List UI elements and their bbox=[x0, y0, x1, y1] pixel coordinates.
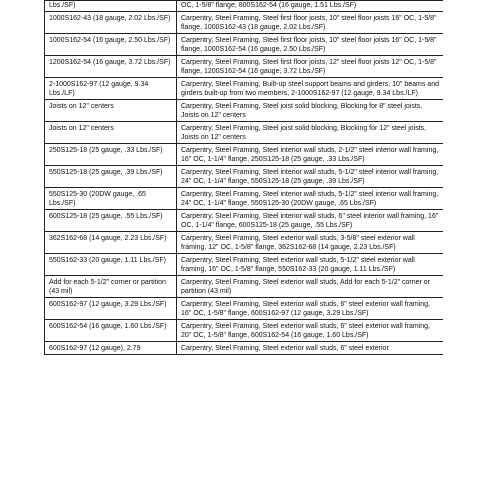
item-cell: Lbs./SF) bbox=[45, 1, 177, 12]
description-cell: Carpentry, Steel Framing, Steel joist solid blocking, Blocking for 8" steel joists, Joists on 12" centers bbox=[177, 100, 444, 122]
item-cell: Joists on 12" centers bbox=[45, 122, 177, 144]
item-cell: 550S162-33 (20 gauge, 1.11 Lbs./SF) bbox=[45, 254, 177, 276]
description-cell: Carpentry, Steel Framing, Steel interior wall studs, 2-1/2" steel interior wall framing, 16" OC, 1-1/4" flange, 250S125-18 (25 gauge, .33 Lbs./SF) bbox=[177, 144, 444, 166]
description-cell: Carpentry, Steel Framing, Steel exterior wall studs, 6" steel exterior bbox=[177, 342, 444, 355]
table-row bbox=[45, 298, 444, 320]
description-cell: Carpentry, Steel Framing, Steel interior wall studs, 5-1/2" steel interior wall framing, 24" OC, 1-1/4" flange, 550S125-18 (25 gauge, .39 Lbs./SF) bbox=[177, 166, 444, 188]
description-cell: Carpentry, Steel Framing, Steel joist solid blocking, Blocking for 12" steel joists, Joists on 12" centers bbox=[177, 122, 444, 144]
cost-table-page bbox=[44, 0, 443, 500]
description-cell: OC, 1-5/8" flange, 800S162-54 (16 gauge, 1.51 Lbs./SF) bbox=[177, 1, 444, 12]
description-cell: Carpentry, Steel Framing, Steel exterior wall studs, Add for each 5-1/2" corner or partition (43 mil) bbox=[177, 276, 444, 298]
item-cell: 600S162-97 (12 gauge, 3.29 Lbs./SF) bbox=[45, 298, 177, 320]
description-cell: Carpentry, Steel Framing, Steel first floor joists, 10" steel floor joists 16" OC, 1-5/8" flange, 1000S162-43 (18 gauge, 2.02 Lbs./SF) bbox=[177, 12, 444, 34]
table-row bbox=[45, 188, 444, 210]
item-cell: 550S125-30 (20DW gauge, .65 Lbs./SF) bbox=[45, 188, 177, 210]
item-cell: 1000S162-54 (16 gauge, 2.50 Lbs./SF) bbox=[45, 34, 177, 56]
item-cell: 1000S162-43 (18 gauge, 2.02 Lbs./SF) bbox=[45, 12, 177, 34]
description-cell: Carpentry, Steel Framing, Steel exterior wall studs, 3-5/8" steel exterior wall framing, 12" OC, 1-5/8" flange, 362S162-68 (14 gauge, 2.23 Lbs./SF) bbox=[177, 232, 444, 254]
table-row bbox=[45, 342, 444, 355]
table-row bbox=[45, 78, 444, 100]
table-row bbox=[45, 232, 444, 254]
description-cell: Carpentry, Steel Framing, Steel exterior wall studs, 6" steel exterior wall framing, 16" OC, 1-5/8" flange, 600S162-97 (12 gauge, 3.29 Lbs./SF) bbox=[177, 298, 444, 320]
table-row bbox=[45, 144, 444, 166]
table-row bbox=[45, 254, 444, 276]
table-row bbox=[45, 56, 444, 78]
table-row bbox=[45, 320, 444, 342]
table-row bbox=[45, 166, 444, 188]
table-row bbox=[45, 1, 444, 12]
item-cell: Joists on 12" centers bbox=[45, 100, 177, 122]
description-cell: Carpentry, Steel Framing, Steel exterior wall studs, 6" steel exterior wall framing, 20" OC, 1-5/8" flange, 600S162-54 (16 gauge, 1.60 Lbs./SF) bbox=[177, 320, 444, 342]
description-cell: Carpentry, Steel Framing, Steel first floor joists, 10" steel floor joists 16" OC, 1-5/8" flange, 1000S162-54 (16 gauge, 2.50 Lbs./SF) bbox=[177, 34, 444, 56]
item-cell: 250S125-18 (25 gauge, .33 Lbs./SF) bbox=[45, 144, 177, 166]
description-cell: Carpentry, Steel Framing, Steel first floor joists, 12" steel floor joists 12" OC, 1-5/8" flange, 1200S162-54 (16 gauge, 3.72 Lbs./SF) bbox=[177, 56, 444, 78]
item-cell: 600S162-54 (16 gauge, 1.60 Lbs./SF) bbox=[45, 320, 177, 342]
table-row bbox=[45, 122, 444, 144]
item-cell: Add for each 5-1/2" corner or partition (43 mil) bbox=[45, 276, 177, 298]
item-cell: 2-1000S162-97 (12 gauge, 9.34 Lbs./LF) bbox=[45, 78, 177, 100]
cost-table bbox=[44, 0, 443, 355]
table-row bbox=[45, 100, 444, 122]
description-cell: Carpentry, Steel Framing, Steel exterior wall studs, 5-1/2" steel exterior wall framing, 16" OC, 1-5/8" flange, 550S162-33 (20 gauge, 1.11 Lbs./SF) bbox=[177, 254, 444, 276]
item-cell: 362S162-68 (14 gauge, 2.23 Lbs./SF) bbox=[45, 232, 177, 254]
item-cell: 1200S162-54 (16 gauge, 3.72 Lbs./SF) bbox=[45, 56, 177, 78]
description-cell: Carpentry, Steel Framing, Built-up steel support beams and girders, 10" beams and girders built-up from two members, 2-1000S162-97 (12 gauge, 9.34 Lbs./LF) bbox=[177, 78, 444, 100]
description-cell: Carpentry, Steel Framing, Steel interior wall studs, 5-1/2" steel interior wall framing, 24" OC, 1-1/4" flange, 550S125-30 (20DW gauge, .65 Lbs./SF) bbox=[177, 188, 444, 210]
item-cell: 550S125-18 (25 gauge, .39 Lbs./SF) bbox=[45, 166, 177, 188]
table-row bbox=[45, 12, 444, 34]
item-cell: 600S162-97 (12 gauge), 2.79 bbox=[45, 342, 177, 355]
table-row bbox=[45, 34, 444, 56]
table-row bbox=[45, 210, 444, 232]
table-row bbox=[45, 276, 444, 298]
item-cell: 600S125-18 (25 gauge, .55 Lbs./SF) bbox=[45, 210, 177, 232]
description-cell: Carpentry, Steel Framing, Steel interior wall studs, 6" steel interior wall framing, 16" OC, 1-1/4" flange, 600S125-18 (25 gauge, .55 Lbs./SF) bbox=[177, 210, 444, 232]
